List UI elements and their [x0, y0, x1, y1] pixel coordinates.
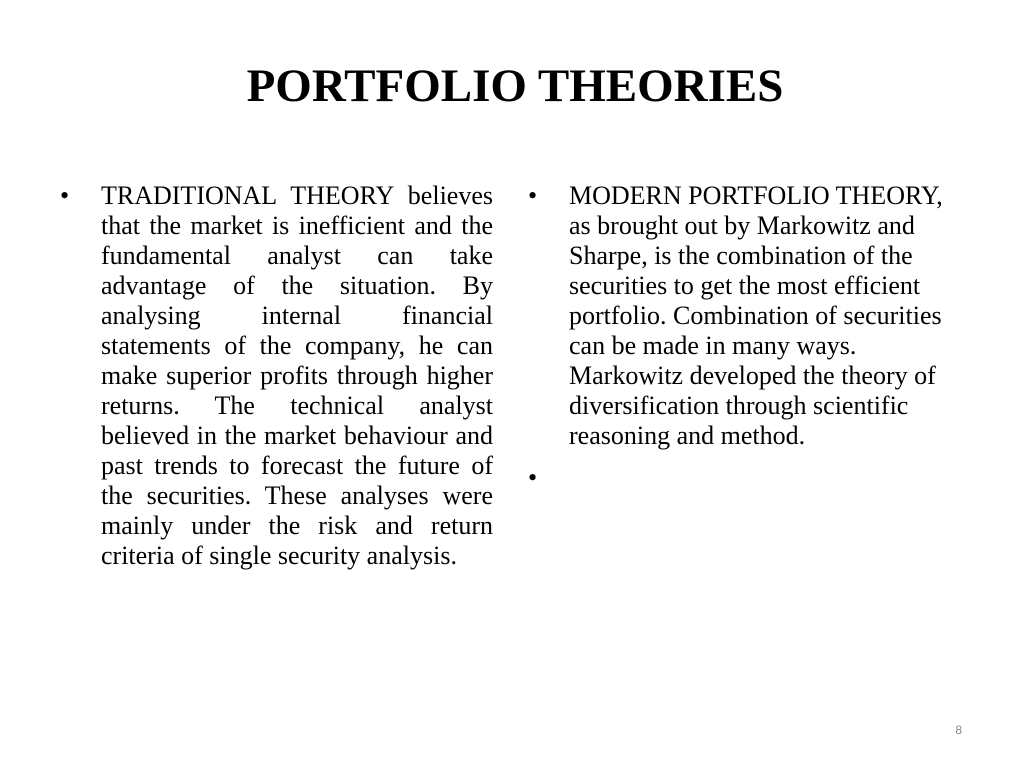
slide-number: 8 [955, 723, 962, 737]
bullet-icon: • [60, 181, 70, 210]
bullet-text-modern-portfolio-theory: MODERN PORTFOLIO THEORY, as brought out by Markowitz and Sharpe, is the combination of the securities to get the most efficient portfolio. Combination of securities can be made in many ways. Markowitz developed the theory of diversification through scientific reasoning and method. [569, 181, 943, 450]
bullet-text-traditional-theory: TRADITIONAL THEORY believes that the market is inefficient and the fundamental analyst can take advantage of the situation. By analysing internal financial statements of the company, he can make superior profits through higher returns. The technical analyst believed in the market behaviour and past trends to forecast the future of the securities. These analyses were mainly under the risk and return criteria of single security analysis. [101, 181, 493, 570]
bullet-icon: • [528, 181, 538, 210]
bullet-item-modern-portfolio-theory [528, 181, 968, 451]
bullet-item-traditional-theory [60, 181, 493, 571]
bullet-icon: • [528, 463, 538, 492]
right-column [528, 181, 968, 493]
bullet-item-empty [528, 457, 968, 493]
left-column [60, 181, 493, 571]
slide-title: PORTFOLIO THEORIES [246, 60, 784, 112]
